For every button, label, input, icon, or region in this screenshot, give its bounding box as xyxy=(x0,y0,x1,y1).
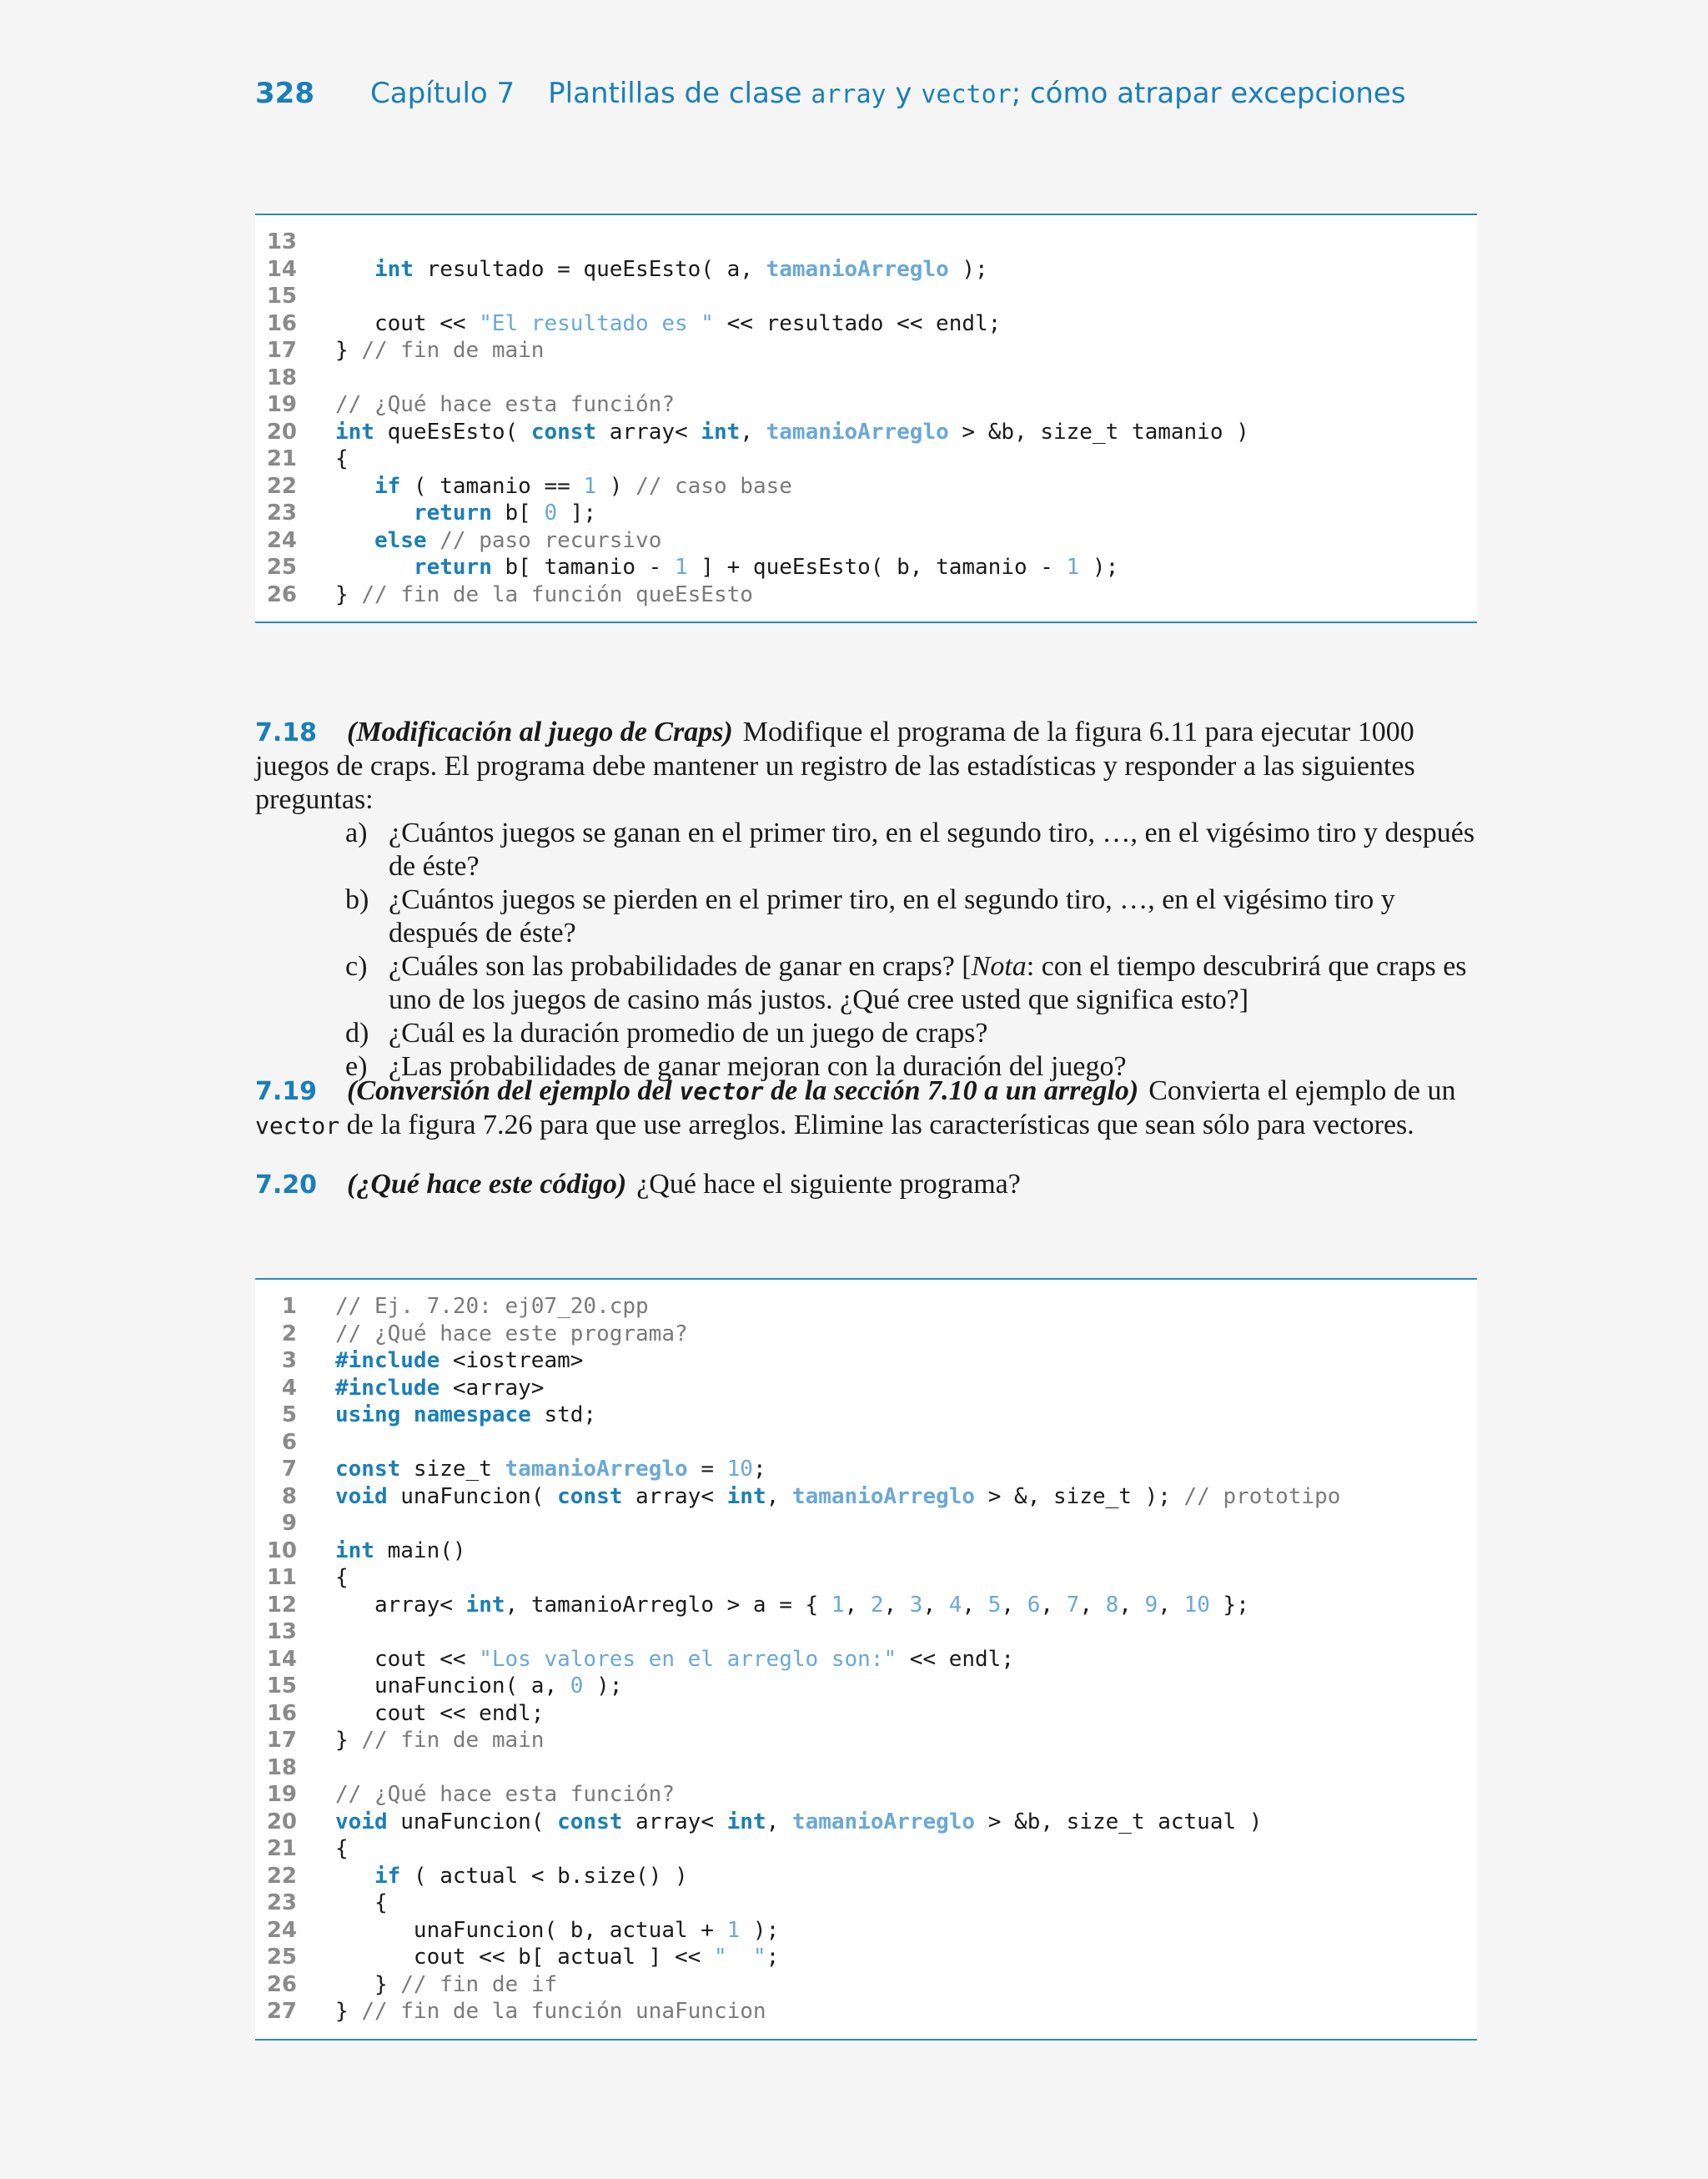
exercise-number: 7.19 xyxy=(255,1077,318,1106)
exercise-title: (Conversión del ejemplo del vector de la sección 7.10 a un arreglo) xyxy=(347,1075,1139,1106)
line-number: 1 xyxy=(281,1294,297,1319)
line-number: 10 xyxy=(266,1537,297,1563)
code-line xyxy=(255,391,1477,419)
line-number: 5 xyxy=(281,1402,297,1427)
code-line xyxy=(255,365,1477,392)
code-text: void unaFuncion( const array< int, tamanioArreglo > &, size_t ); // prototipo xyxy=(335,1483,1341,1509)
code-line xyxy=(255,1402,1477,1429)
code-text: } // fin de main xyxy=(335,1728,545,1753)
line-number: 13 xyxy=(266,229,297,254)
code-line xyxy=(255,581,1477,609)
code-line xyxy=(255,1321,1477,1348)
code-text: return b[ tamanio - 1 ] + queEsEsto( b, tamanio - 1 ); xyxy=(413,555,1119,580)
line-number: 26 xyxy=(266,1971,297,1997)
code-line xyxy=(255,1429,1477,1457)
code-listing-ex07-20 xyxy=(255,1278,1477,2041)
line-number: 14 xyxy=(266,256,297,282)
code-text: int queEsEsto( const array< int, tamanioArreglo > &b, size_t tamanio ) xyxy=(335,419,1249,445)
code-text: cout << b[ actual ] << " "; xyxy=(335,1945,780,1970)
code-line xyxy=(255,445,1477,473)
exercise-body: Convierta el ejemplo de un vector de la figura 7.26 para que use arreglos. Elimine las características que sean sólo para vectores. xyxy=(255,1075,1456,1140)
code-text: { xyxy=(335,1890,388,1915)
code-line xyxy=(255,1483,1477,1511)
line-number: 26 xyxy=(266,581,297,607)
code-line xyxy=(255,1781,1477,1809)
line-number: 7 xyxy=(281,1457,297,1482)
code-text: else // paso recursivo xyxy=(374,527,662,553)
code-line xyxy=(255,1809,1477,1836)
exercise-body: Modifique el programa de la figura 6.11 para ejecutar 1000 juegos de craps. El programa debe mantener un registro de las estadísticas y responder a las siguientes preguntas: xyxy=(255,717,1415,815)
line-number: 25 xyxy=(266,555,297,580)
line-number: 22 xyxy=(266,1863,297,1889)
code-text: { xyxy=(335,1836,349,1861)
code-line xyxy=(255,1293,1477,1321)
line-number: 21 xyxy=(266,446,297,471)
line-number: 23 xyxy=(266,1890,297,1915)
question-item: d) ¿Cuál es la duración promedio de un juego de craps? xyxy=(345,1018,988,1049)
code-text: void unaFuncion( const array< int, tamanioArreglo > &b, size_t actual ) xyxy=(335,1809,1263,1834)
running-header xyxy=(255,77,1406,118)
code-listing-continued xyxy=(255,214,1477,623)
line-number: 8 xyxy=(281,1483,297,1509)
line-number: 23 xyxy=(266,501,297,526)
code-line xyxy=(255,1835,1477,1863)
code-text: // ¿Qué hace esta función? xyxy=(335,1782,675,1807)
code-text: int main() xyxy=(335,1537,466,1563)
code-text: } // fin de main xyxy=(335,338,545,363)
line-number: 20 xyxy=(266,1809,297,1834)
code-line xyxy=(255,1510,1477,1537)
line-number: 3 xyxy=(281,1348,297,1373)
code-line xyxy=(255,1456,1477,1483)
code-text: } // fin de la función queEsEsto xyxy=(335,581,753,607)
code-line xyxy=(255,337,1477,365)
line-number: 15 xyxy=(266,284,297,309)
code-line xyxy=(255,1673,1477,1700)
exercise-7-18-statement xyxy=(255,716,1477,817)
question-item: c) ¿Cuáles son las probabilidades de ganar en craps? [Nota: con el tiempo descubrirá que craps es uno de los juegos de casino más justos. ¿Qué cree usted que significa esto?] xyxy=(345,951,1467,1015)
code-text: cout << "El resultado es " << resultado << endl; xyxy=(335,310,1002,336)
line-number: 17 xyxy=(266,338,297,363)
code-line xyxy=(255,500,1477,527)
line-number: 12 xyxy=(266,1592,297,1618)
code-text: const size_t tamanioArreglo = 10; xyxy=(335,1457,766,1482)
code-line xyxy=(255,1564,1477,1592)
code-text: } // fin de if xyxy=(335,1971,558,1997)
exercise-7-20 xyxy=(255,1168,1477,1202)
line-number: 24 xyxy=(266,527,297,553)
line-number: 25 xyxy=(266,1945,297,1970)
code-text: using namespace std; xyxy=(335,1402,597,1427)
line-number: 13 xyxy=(266,1619,297,1644)
line-number: 16 xyxy=(266,1700,297,1726)
exercise-7-19 xyxy=(255,1074,1477,1143)
line-number: 24 xyxy=(266,1917,297,1943)
code-text: // Ej. 7.20: ej07_20.cpp xyxy=(335,1294,649,1319)
code-line xyxy=(255,1944,1477,1971)
line-number: 2 xyxy=(281,1321,297,1346)
exercise-number: 7.20 xyxy=(255,1170,318,1200)
code-text: #include <array> xyxy=(335,1375,545,1401)
code-line xyxy=(255,1347,1477,1375)
line-number: 6 xyxy=(281,1429,297,1455)
code-line xyxy=(255,310,1477,338)
code-text: #include <iostream> xyxy=(335,1348,584,1373)
code-text: return b[ 0 ]; xyxy=(413,501,597,526)
code-line xyxy=(255,1890,1477,1917)
code-line xyxy=(255,1754,1477,1782)
line-number: 19 xyxy=(266,392,297,417)
code-line xyxy=(255,256,1477,284)
line-number: 18 xyxy=(266,1754,297,1780)
code-line xyxy=(255,1917,1477,1945)
line-number: 20 xyxy=(266,419,297,445)
line-number: 19 xyxy=(266,1782,297,1807)
code-line xyxy=(255,1998,1477,2026)
code-line xyxy=(255,419,1477,446)
chapter-label: Capítulo 7 xyxy=(370,77,515,110)
code-line xyxy=(255,1592,1477,1619)
code-text: array< int, tamanioArreglo > a = { 1, 2, 3, 4, 5, 6, 7, 8, 9, 10 }; xyxy=(335,1592,1249,1618)
question-item: e) ¿Las probabilidades de ganar mejoran con la duración del juego? xyxy=(345,1051,1127,1082)
code-line xyxy=(255,229,1477,256)
code-text: if ( actual < b.size() ) xyxy=(374,1863,688,1889)
exercise-title: (¿Qué hace este código) xyxy=(347,1169,627,1200)
exercise-7-18 xyxy=(255,716,1477,1084)
code-text: int resultado = queEsEsto( a, tamanioArreglo ); xyxy=(374,256,988,282)
line-number: 27 xyxy=(266,1999,297,2024)
code-line xyxy=(255,1375,1477,1402)
line-number: 18 xyxy=(266,365,297,390)
question-item: a) ¿Cuántos juegos se ganan en el primer tiro, en el segundo tiro, …, en el vigésimo tiro y después de éste? xyxy=(345,818,1475,882)
code-text: cout << "Los valores en el arreglo son:" << endl; xyxy=(335,1646,1014,1672)
code-text: if ( tamanio == 1 ) // caso base xyxy=(374,473,792,499)
line-number: 22 xyxy=(266,473,297,499)
code-line xyxy=(255,1537,1477,1565)
code-line xyxy=(255,283,1477,310)
line-number: 21 xyxy=(266,1836,297,1861)
code-line xyxy=(255,1646,1477,1673)
question-list xyxy=(255,817,1477,1084)
code-line xyxy=(255,554,1477,581)
code-text: cout << endl; xyxy=(335,1700,545,1726)
question-item: b) ¿Cuántos juegos se pierden en el primer tiro, en el segundo tiro, …, en el vigésimo tiro y después de éste? xyxy=(345,884,1395,949)
chapter-title: Plantillas de clase array y vector; cómo atrapar excepciones xyxy=(548,77,1406,110)
code-text: } // fin de la función unaFuncion xyxy=(335,1999,766,2024)
code-text: unaFuncion( b, actual + 1 ); xyxy=(335,1917,780,1943)
line-number: 14 xyxy=(266,1646,297,1672)
code-text: { xyxy=(335,446,349,471)
exercise-title: (Modificación al juego de Craps) xyxy=(347,717,733,747)
line-number: 9 xyxy=(281,1511,297,1536)
line-number: 4 xyxy=(281,1375,297,1401)
code-text: // ¿Qué hace esta función? xyxy=(335,392,675,417)
code-text: unaFuncion( a, 0 ); xyxy=(335,1673,623,1698)
code-line xyxy=(255,527,1477,555)
code-line xyxy=(255,1971,1477,1999)
line-number: 17 xyxy=(266,1728,297,1753)
line-number: 16 xyxy=(266,310,297,336)
code-line xyxy=(255,1618,1477,1646)
code-line xyxy=(255,1863,1477,1890)
page-number: 328 xyxy=(255,77,314,110)
code-text: { xyxy=(335,1565,349,1590)
line-number: 11 xyxy=(266,1565,297,1590)
code-text: // ¿Qué hace este programa? xyxy=(335,1321,688,1346)
code-line xyxy=(255,473,1477,501)
exercise-number: 7.18 xyxy=(255,718,318,747)
line-number: 15 xyxy=(266,1673,297,1698)
exercise-body: ¿Qué hace el siguiente programa? xyxy=(636,1169,1021,1200)
code-line xyxy=(255,1700,1477,1728)
code-line xyxy=(255,1727,1477,1754)
